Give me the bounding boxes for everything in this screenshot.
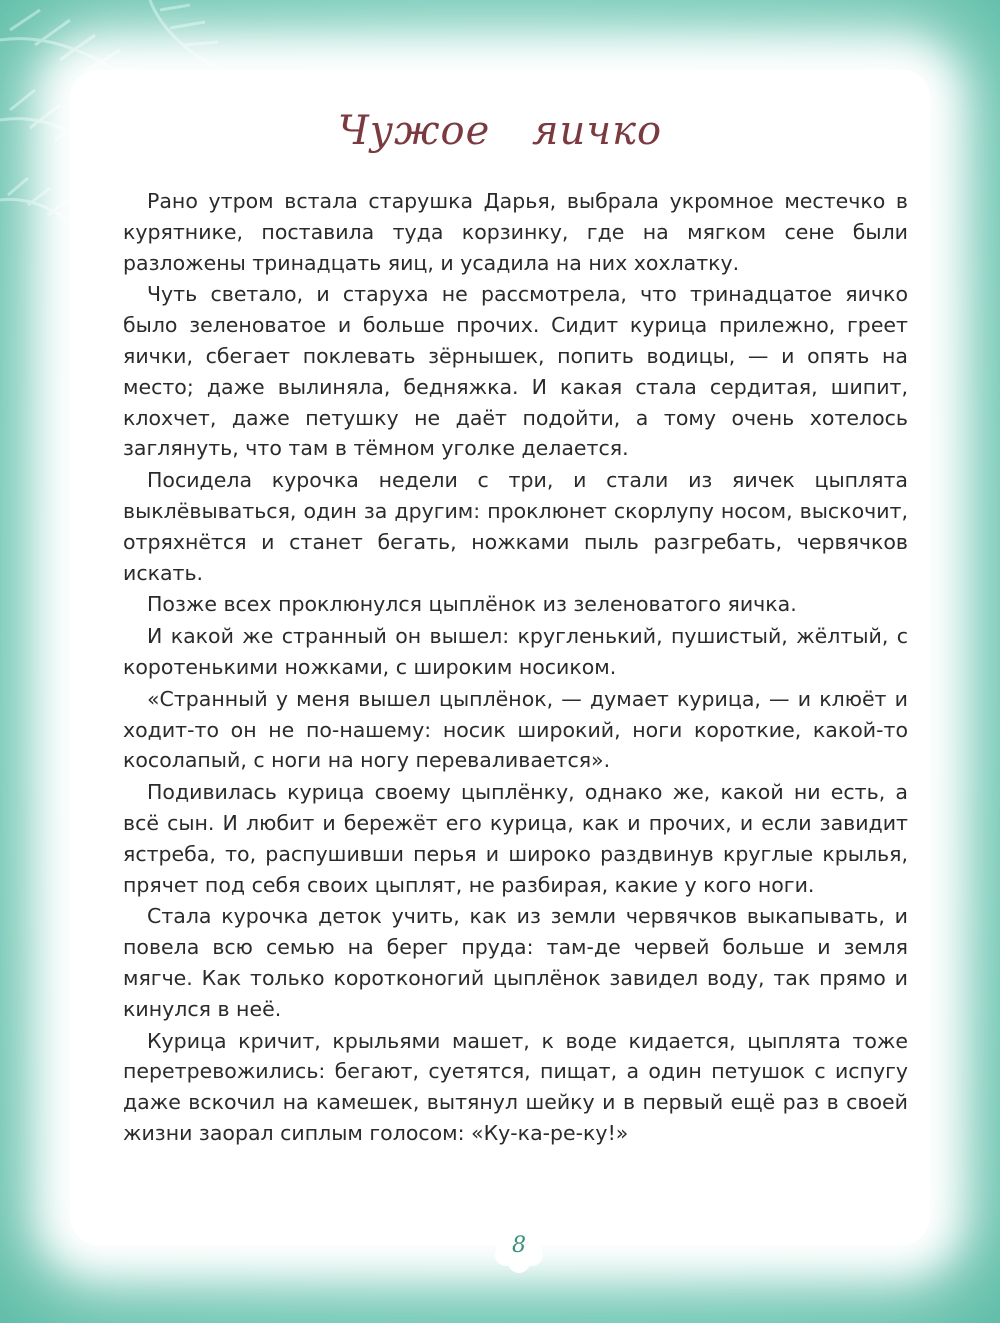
paragraph: И какой же странный он вышел: кругленький, пушистый, жёлтый, с коротенькими ножками, с широким носиком.: [123, 624, 908, 679]
page-number: 8: [512, 1233, 526, 1258]
paragraph: Позже всех проклюнулся цыплёнок из зеленоватого яичка.: [147, 592, 797, 617]
page-number-badge: [493, 1222, 545, 1274]
paragraph: «Странный у меня вышел цыплёнок, — думает курица, — и клюёт и ходит-то он не по-нашему: носик широкий, ноги короткие, какой-то косолапый, с ноги на ногу переваливается».: [123, 686, 908, 773]
paragraph: Курица кричит, крыльями машет, к воде кидается, цыплята тоже перетревожились: бегают, суетятся, пищат, а один петушок с испугу даже вскочил на камешек, вытянул шейку и в первый ещё раз в своей жизни заорал сиплым голосом: «Ку-ка-ре-ку!»: [123, 1028, 908, 1145]
story-title: Чужое яичко: [337, 108, 663, 154]
paragraph: Рано утром встала старушка Дарья, выбрала укромное местечко в курятнике, поставила туда корзинку, где на мягком сене были разложены тринадцать яиц, и усадила на них хохлатку.: [123, 189, 908, 275]
paragraph: Посидела курочка недели с три, и стали из яичек цыплята выклёвываться, один за другим: проклюнет скорлупу носом, выскочит, отряхнётся и станет бегать, ножками пыль разгребать, червячков искать.: [123, 468, 908, 585]
story-body: [123, 186, 908, 1150]
paragraph: Подивилась курица своему цыплёнку, однако же, какой ни есть, а всё сын. И любит и бережёт его курица, как и прочих, и если завидит ястреба, то, распушивши перья и широко раздвинув круглые крылья, прячет под себя своих цыплят, не разбирая, какие у кого ноги.: [123, 780, 908, 897]
paragraph: Стала курочка деток учить, как из земли червячков выкапывать, и повела всю семью на берег пруда: там-де червей больше и земля мягче. Как только коротконогий цыплёнок завидел воду, так прямо и кинулся в неё.: [123, 904, 908, 1021]
paragraph: Чуть светало, и старуха не рассмотрела, что тринадцатое яичко было зеленоватое и больше прочих. Сидит курица прилежно, греет яички, сбегает поклевать зёрнышек, попить водицы, — и опять на место; даже вылиняла, бедняжка. И какая стала сердитая, шипит, клохчет, даже петушку не даёт подойти, а тому очень хотелось заглянуть, что там в тёмном уголке делается.: [123, 282, 908, 461]
